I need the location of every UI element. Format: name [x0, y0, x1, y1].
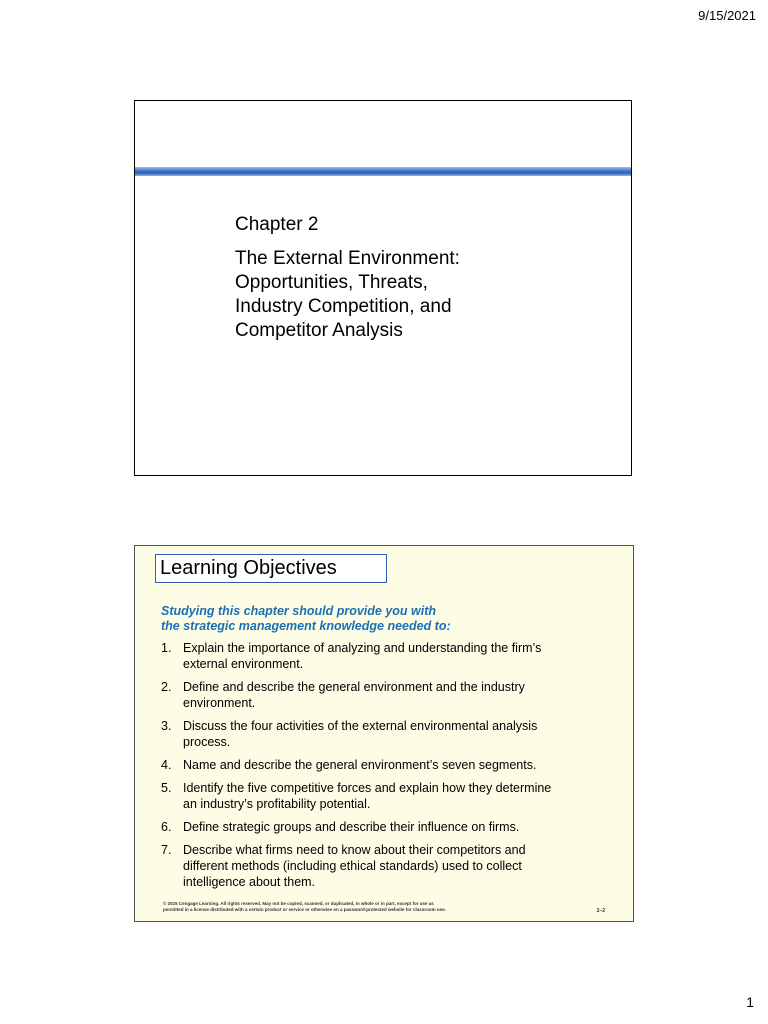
objective-line: process.	[183, 735, 231, 749]
chapter-title-line: The External Environment:	[235, 248, 460, 269]
objective-item	[161, 679, 601, 711]
objective-line: external environment.	[183, 657, 304, 671]
chapter-title	[235, 247, 595, 343]
objective-text	[183, 679, 601, 711]
objective-text	[183, 842, 601, 890]
objective-line: Define and describe the general environment and the industry	[183, 680, 525, 694]
objective-number: 4.	[161, 758, 172, 772]
objective-item	[161, 842, 601, 890]
objective-item	[161, 718, 601, 750]
objective-item	[161, 780, 601, 812]
objective-line: intelligence about them.	[183, 875, 316, 889]
objective-line: an industry’s profitability potential.	[183, 797, 371, 811]
objective-line: Name and describe the general environment’s seven segments.	[183, 758, 537, 772]
objective-number: 3.	[161, 719, 172, 733]
objective-line: Explain the importance of analyzing and understanding the firm’s	[183, 641, 542, 655]
objective-text	[183, 780, 601, 812]
slide-chapter-title	[134, 100, 632, 476]
objective-number: 1.	[161, 641, 172, 655]
objective-text	[183, 757, 601, 773]
chapter-title-line: Industry Competition, and	[235, 296, 452, 317]
objective-number: 5.	[161, 781, 172, 795]
objective-line: environment.	[183, 696, 256, 710]
objective-line: different methods (including ethical standards) used to collect	[183, 859, 522, 873]
copyright-line: © 2015 Cengage Learning. All rights reserved. May not be copied, scanned, or duplicated, in whole or in part, except for use as	[163, 901, 434, 906]
objective-number: 2.	[161, 680, 172, 694]
objective-line: Discuss the four activities of the external environmental analysis	[183, 719, 538, 733]
objective-number: 6.	[161, 820, 172, 834]
copyright-notice	[163, 901, 493, 913]
chapter-title-line: Opportunities, Threats,	[235, 272, 428, 293]
objective-number: 7.	[161, 843, 172, 857]
objective-text	[183, 819, 601, 835]
objective-line: Define strategic groups and describe their influence on firms.	[183, 820, 520, 834]
slide-header-band	[135, 167, 631, 176]
chapter-label: Chapter 2	[235, 214, 319, 235]
page-number: 1	[746, 994, 754, 1010]
slide-title: Learning Objectives	[155, 554, 387, 583]
objective-item	[161, 819, 601, 835]
objective-item	[161, 757, 601, 773]
objectives-intro	[161, 604, 561, 634]
intro-line: the strategic management knowledge needed to:	[161, 619, 451, 633]
slide-title-block	[235, 213, 595, 343]
copyright-line: permitted in a license distributed with a certain product or service or otherwise on a password-protected website for classroom use.	[163, 907, 446, 912]
slide-number: 2–2	[596, 908, 605, 914]
intro-line: Studying this chapter should provide you with	[161, 604, 437, 618]
objective-line: Describe what firms need to know about their competitors and	[183, 843, 526, 857]
objective-line: Identify the five competitive forces and explain how they determine	[183, 781, 552, 795]
slide-learning-objectives	[134, 545, 634, 922]
objectives-list	[161, 640, 601, 897]
chapter-title-line: Competitor Analysis	[235, 320, 403, 341]
objective-text	[183, 640, 601, 672]
objective-text	[183, 718, 601, 750]
objective-item	[161, 640, 601, 672]
page-date: 9/15/2021	[698, 8, 756, 23]
